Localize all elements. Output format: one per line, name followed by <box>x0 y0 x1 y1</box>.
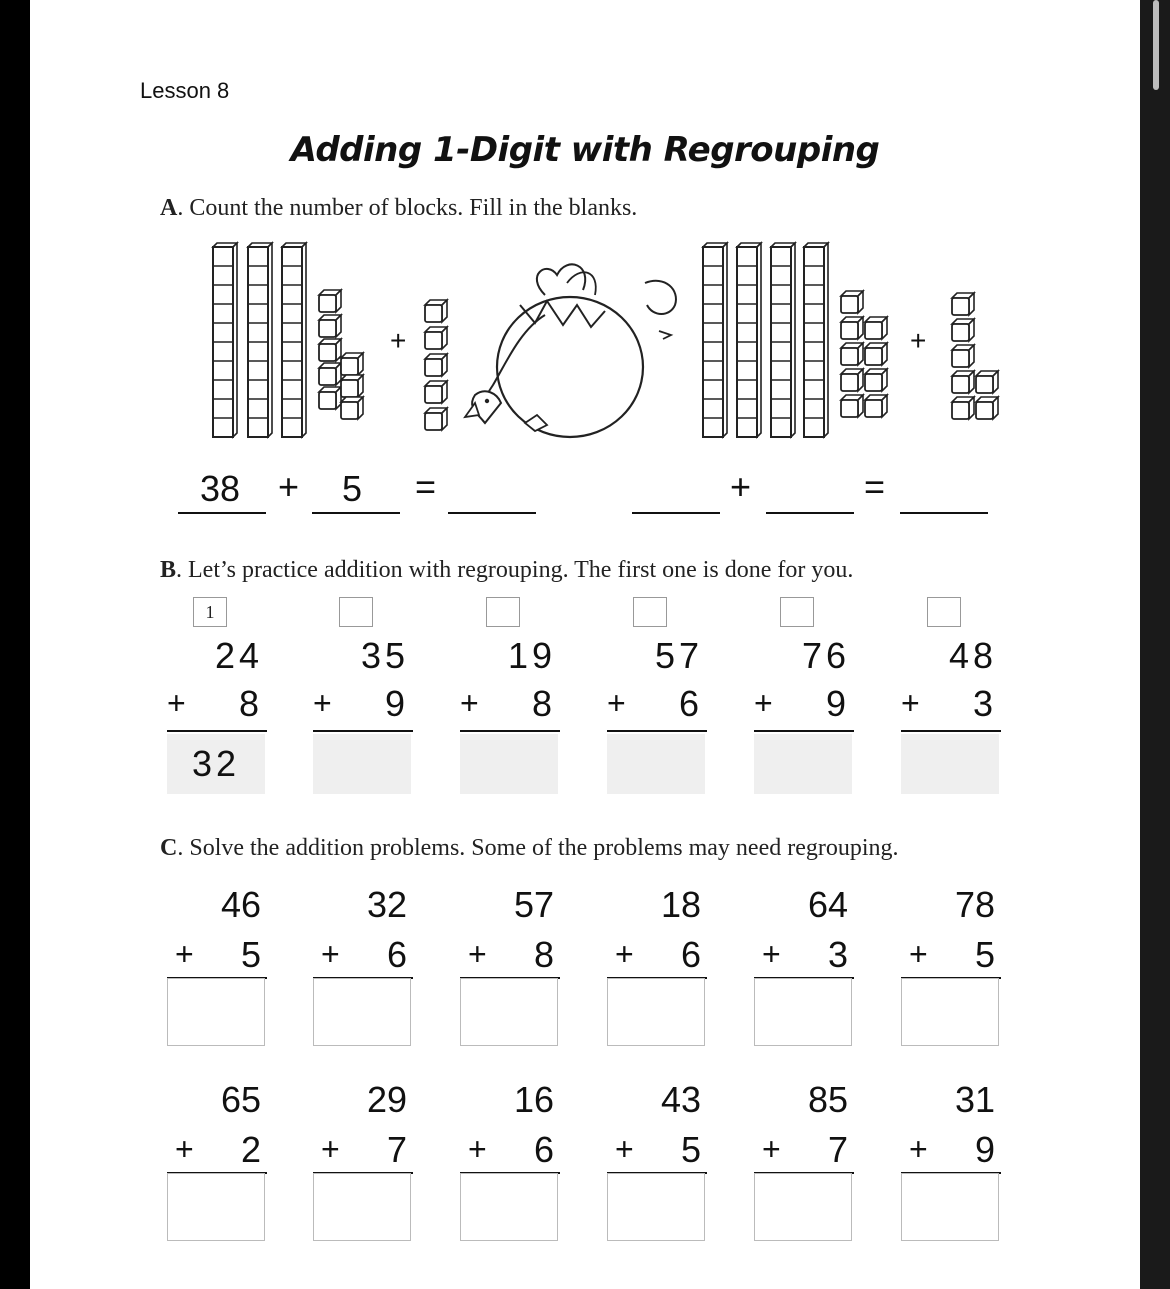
carry-box[interactable] <box>780 597 814 627</box>
top-number: 16 <box>513 1079 554 1120</box>
sum-line <box>167 730 267 732</box>
top-number: 19 <box>507 635 556 676</box>
equation2-equals: = <box>864 466 886 507</box>
equation1-addend-a: 38 <box>200 468 241 509</box>
base-ten-blocks-illustration <box>175 235 1005 450</box>
tens-rod <box>737 243 761 437</box>
blank-line <box>312 512 400 514</box>
section-b-text: . Let’s practice addition with regrouping. The first one is done for you. <box>176 557 854 583</box>
answer-box[interactable] <box>167 1173 265 1241</box>
tens-rod <box>703 243 727 437</box>
answer-box[interactable] <box>901 978 999 1046</box>
bottom-number: 2 <box>240 1129 261 1170</box>
section-a-text: . Count the number of blocks. Fill in the blanks. <box>177 195 638 221</box>
ones-cube <box>952 397 974 419</box>
plus-sign: + <box>167 685 186 721</box>
sum-line <box>460 730 560 732</box>
answer-box[interactable] <box>754 734 852 794</box>
top-number: 64 <box>807 884 848 925</box>
top-number: 18 <box>660 884 701 925</box>
answer-box[interactable] <box>167 978 265 1046</box>
plus-sign: + <box>321 1131 340 1167</box>
plus-sign: + <box>468 936 487 972</box>
worksheet-page <box>30 0 1140 1289</box>
ones-cube <box>425 354 447 376</box>
equation2-addend-a-blank[interactable] <box>632 512 720 514</box>
ones-cube <box>425 300 447 322</box>
bottom-number: 5 <box>974 934 995 975</box>
ones-cube <box>841 369 863 391</box>
top-number: 32 <box>366 884 407 925</box>
top-number: 24 <box>214 635 263 676</box>
ones-cube <box>319 290 341 312</box>
answer-box[interactable] <box>607 1173 705 1241</box>
plus-sign: + <box>901 685 920 721</box>
bottom-number: 8 <box>238 683 263 724</box>
top-number: 48 <box>948 635 997 676</box>
ones-cube <box>425 408 447 430</box>
plus-sign: + <box>762 936 781 972</box>
ones-cube <box>319 363 341 385</box>
bottom-number: 7 <box>386 1129 407 1170</box>
section-a-letter: A <box>160 195 178 221</box>
answer-box[interactable] <box>754 978 852 1046</box>
equation2-answer-blank[interactable] <box>900 512 988 514</box>
answer-box[interactable] <box>901 1173 999 1241</box>
plus-sign: + <box>607 685 626 721</box>
plus-sign: + <box>321 936 340 972</box>
ones-cube <box>841 343 863 365</box>
plus-sign: + <box>909 1131 928 1167</box>
ones-cube <box>976 397 998 419</box>
bottom-number: 5 <box>240 934 261 975</box>
scrollbar[interactable] <box>1140 0 1170 1289</box>
carry-box[interactable] <box>339 597 373 627</box>
sum-line <box>901 730 1001 732</box>
ones-cube <box>341 397 363 419</box>
plus-sign: + <box>615 1131 634 1167</box>
plus-sign: + <box>754 685 773 721</box>
ones-cube <box>952 371 974 393</box>
scroll-thumb[interactable] <box>1153 0 1159 90</box>
plus-sign: + <box>175 1131 194 1167</box>
ones-cube <box>841 395 863 417</box>
equation1-equals: = <box>415 466 437 507</box>
section-b-letter: B <box>160 557 177 583</box>
duck-hatching-illustration <box>465 264 676 437</box>
bottom-number: 6 <box>680 934 701 975</box>
answer-box[interactable] <box>460 1173 558 1241</box>
bottom-number: 6 <box>386 934 407 975</box>
bottom-number: 8 <box>531 683 556 724</box>
ones-cube <box>341 353 363 375</box>
bottom-number: 8 <box>533 934 554 975</box>
answer-box[interactable]: 32 <box>167 734 265 794</box>
bottom-number: 9 <box>384 683 409 724</box>
plus-sign: + <box>468 1131 487 1167</box>
section-c-letter: C <box>160 835 178 861</box>
ones-cube <box>319 315 341 337</box>
top-number: 43 <box>660 1079 701 1120</box>
tens-rod <box>248 243 272 437</box>
answer-box[interactable] <box>313 978 411 1046</box>
answer-box[interactable] <box>607 978 705 1046</box>
top-number: 65 <box>220 1079 261 1120</box>
tens-rod <box>213 243 237 437</box>
answer-box[interactable] <box>313 1173 411 1241</box>
page-title: Adding 1-Digit with Regrouping <box>290 130 880 170</box>
ones-cube <box>425 381 447 403</box>
equation2-addend-b-blank[interactable] <box>766 512 854 514</box>
plus-sign: + <box>460 685 479 721</box>
section-a-instruction <box>160 195 637 222</box>
top-number: 76 <box>801 635 850 676</box>
answer-box[interactable] <box>754 1173 852 1241</box>
ones-cube <box>841 317 863 339</box>
ones-cube <box>865 317 887 339</box>
bottom-number: 3 <box>827 934 848 975</box>
top-number: 29 <box>366 1079 407 1120</box>
ones-cube <box>425 327 447 349</box>
equation1-plus: + <box>278 466 300 507</box>
ones-cube <box>841 291 863 313</box>
top-number: 85 <box>807 1079 848 1120</box>
ones-cube <box>865 395 887 417</box>
ones-cube <box>952 293 974 315</box>
tens-rod <box>282 243 306 437</box>
answer-box[interactable] <box>607 734 705 794</box>
ones-cube <box>952 345 974 367</box>
section-c-instruction <box>160 835 899 862</box>
answer-box[interactable] <box>901 734 999 794</box>
top-number: 78 <box>954 884 995 925</box>
top-number: 57 <box>513 884 554 925</box>
top-number: 35 <box>360 635 409 676</box>
answer-box[interactable] <box>313 734 411 794</box>
carry-box[interactable] <box>486 597 520 627</box>
ones-cube <box>319 339 341 361</box>
plus-sign: + <box>615 936 634 972</box>
tens-rod <box>771 243 795 437</box>
carry-box[interactable] <box>633 597 667 627</box>
bottom-number: 9 <box>825 683 850 724</box>
equation1-answer-blank[interactable] <box>448 512 536 514</box>
section-c-text: . Solve the addition problems. Some of the problems may need regrouping. <box>177 835 899 861</box>
plus-sign: + <box>910 325 927 356</box>
carry-box[interactable]: 1 <box>193 597 227 627</box>
carry-box[interactable] <box>927 597 961 627</box>
sum-line <box>313 730 413 732</box>
ones-cube <box>976 371 998 393</box>
bottom-number: 6 <box>533 1129 554 1170</box>
ones-cube <box>952 319 974 341</box>
plus-sign: + <box>175 936 194 972</box>
ones-cube <box>341 375 363 397</box>
bottom-number: 9 <box>974 1129 995 1170</box>
plus-sign: + <box>909 936 928 972</box>
top-number: 31 <box>954 1079 995 1120</box>
top-number: 46 <box>220 884 261 925</box>
blank-line <box>178 512 266 514</box>
equation2-plus: + <box>730 466 752 507</box>
bottom-number: 6 <box>678 683 703 724</box>
equation1-addend-b: 5 <box>342 468 363 509</box>
tens-rod <box>804 243 828 437</box>
section-b-instruction <box>160 557 853 584</box>
ones-cube <box>319 387 341 409</box>
top-number: 57 <box>654 635 703 676</box>
ones-cube <box>865 343 887 365</box>
bottom-number: 5 <box>680 1129 701 1170</box>
answer-box[interactable] <box>460 978 558 1046</box>
bottom-number: 7 <box>827 1129 848 1170</box>
bottom-number: 3 <box>972 683 997 724</box>
ones-cube <box>865 369 887 391</box>
sum-line <box>607 730 707 732</box>
plus-sign: + <box>313 685 332 721</box>
lesson-label: Lesson 8 <box>140 78 230 103</box>
sum-line <box>754 730 854 732</box>
plus-sign: + <box>762 1131 781 1167</box>
plus-sign: + <box>390 325 407 356</box>
answer-box[interactable] <box>460 734 558 794</box>
